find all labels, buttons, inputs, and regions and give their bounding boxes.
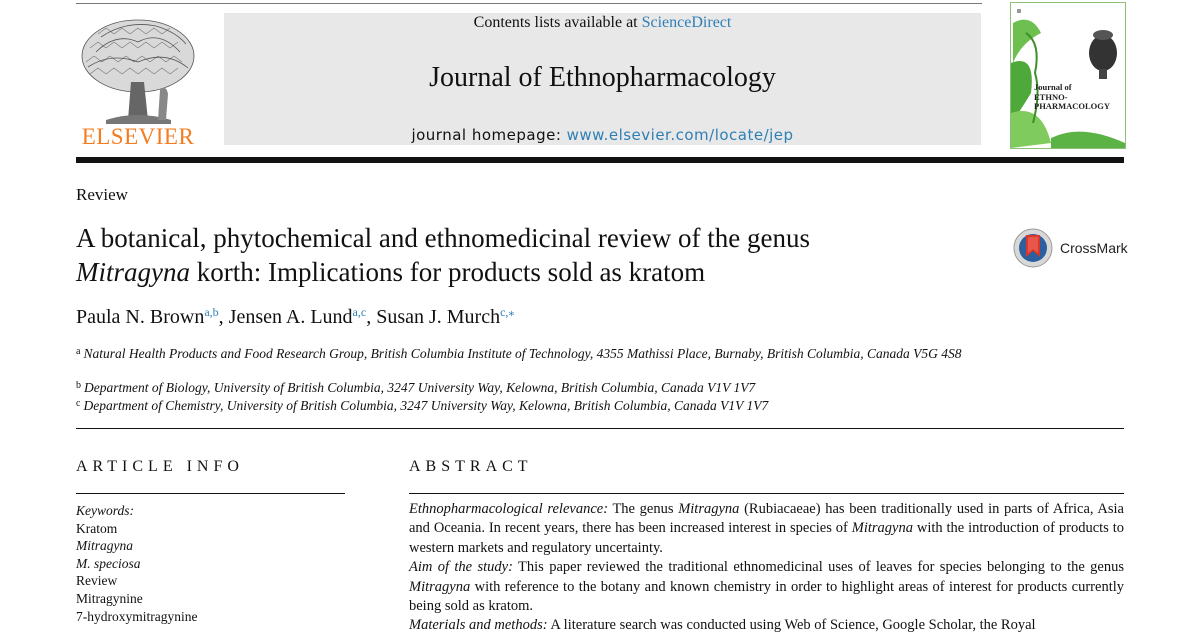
keyword-item: 7-hydroxymitragynine [76,608,198,624]
abstract-section-label: Materials and methods: [409,617,548,634]
affiliation-text: Department of Biology, University of British Columbia, 3247 University Way, Kelowna, British Columbia, Canada V1V 1V7 [84,380,756,395]
genus-italic: Mitragyna [409,578,471,595]
abstract-text-run: This paper reviewed the traditional ethnomedicinal uses of leaves for species belonging to the genus [512,559,1124,576]
affiliation-mark: a [76,346,81,357]
author-name[interactable]: Paula N. Brown [76,306,205,328]
publisher-wordmark: ELSEVIER [81,124,195,149]
cover-line-1: Journal of [1034,82,1072,92]
abstract-paragraph-relevance [409,500,1124,558]
cover-line-2: ETHNO- [1034,91,1068,102]
abstract-text-run: with the introduction of products to western markets and regulatory uncertainty. [409,520,1124,556]
abstract-text-run: A literature search was conducted using Web of Science, Google Scholar, the Royal [547,617,1036,634]
affiliation-a [76,343,1006,362]
abstract-text-run: (Rubiacaeae) has been traditionally used in parts of Africa, Asia and Oceania. In recent years, there has been increased interest in species of [409,501,1124,537]
abstract-paragraph-methods [409,616,1124,635]
cover-line-3: PHARMACOLOGY [1034,101,1111,111]
cover-title [1034,83,1110,112]
header-divider [76,157,1124,163]
author-separator: , [366,306,377,328]
genus-italic: Mitragyna [678,501,740,517]
homepage-line [224,126,981,144]
cover-art [1011,3,1125,148]
affiliation-divider [76,428,1124,429]
keyword-item: Mitragyna [76,538,133,554]
title-part-2: korth: Implications for products sold as kratom [190,257,706,287]
article-info-heading: ARTICLE INFO [76,458,244,475]
journal-cover-image [1010,2,1126,149]
title-part-1: A botanical, phytochemical and ethnomedicinal review of the genus [76,223,811,253]
affiliation-mark: b [76,380,81,391]
affiliation-text: Natural Health Products and Food Research Group, British Columbia Institute of Technology, 4355 Mathissi Place, Burnaby, British Columbia, Canada V5G 4S8 [83,346,962,361]
abstract-section-label: Ethnopharmacological relevance: [409,501,609,517]
article-title [76,221,996,289]
journal-title: Journal of Ethnopharmacology [429,62,776,93]
author-affil-marks[interactable]: a,c [352,305,367,319]
genus-italic: Mitragyna [851,520,913,537]
author-list [76,305,514,329]
keyword-item: M. speciosa [76,555,141,571]
author-name[interactable]: Jensen A. Lund [228,306,353,328]
author-affil-marks[interactable]: a,b [204,305,219,319]
homepage-prefix: journal homepage: [411,126,567,144]
author-affil-marks[interactable]: c,⁎ [500,305,515,319]
affiliation-b [76,377,1006,396]
keywords-label: Keywords: [76,503,134,518]
journal-homepage-link[interactable]: www.elsevier.com/locate/jep [566,126,794,144]
crossmark-label[interactable]: CrossMark [1060,240,1128,256]
abstract-body [409,500,1124,636]
abstract-rule [409,493,1124,494]
abstract-heading: ABSTRACT [409,458,533,475]
abstract-paragraph-aim [409,558,1124,616]
abstract-text-run: with reference to the botany and known chemistry in order to highlight areas of interest for products currently being sold as kratom. [409,578,1124,615]
affiliation-mark: c [76,398,81,409]
abstract-section-label: Aim of the study: [409,559,513,576]
top-rule [76,3,982,4]
author-separator: , [218,306,229,328]
sciencedirect-link[interactable]: ScienceDirect [641,14,732,31]
article-info-rule [76,493,345,494]
author-name[interactable]: Susan J. Murch [376,306,501,328]
title-italic-genus: Mitragyna [76,257,190,287]
keyword-item: Review [76,573,118,589]
affiliation-c [76,395,1006,414]
keyword-item: Mitragynine [76,590,143,606]
keyword-item: Kratom [76,520,118,536]
keywords-block [76,502,197,625]
abstract-text-run: The genus [608,501,679,517]
affiliation-text: Department of Chemistry, University of British Columbia, 3247 University Way, Kelowna, British Columbia, Canada V1V 1V7 [83,398,769,413]
contents-line [224,14,981,32]
contents-prefix: Contents lists available at [473,14,642,31]
article-section-type: Review [76,185,128,204]
